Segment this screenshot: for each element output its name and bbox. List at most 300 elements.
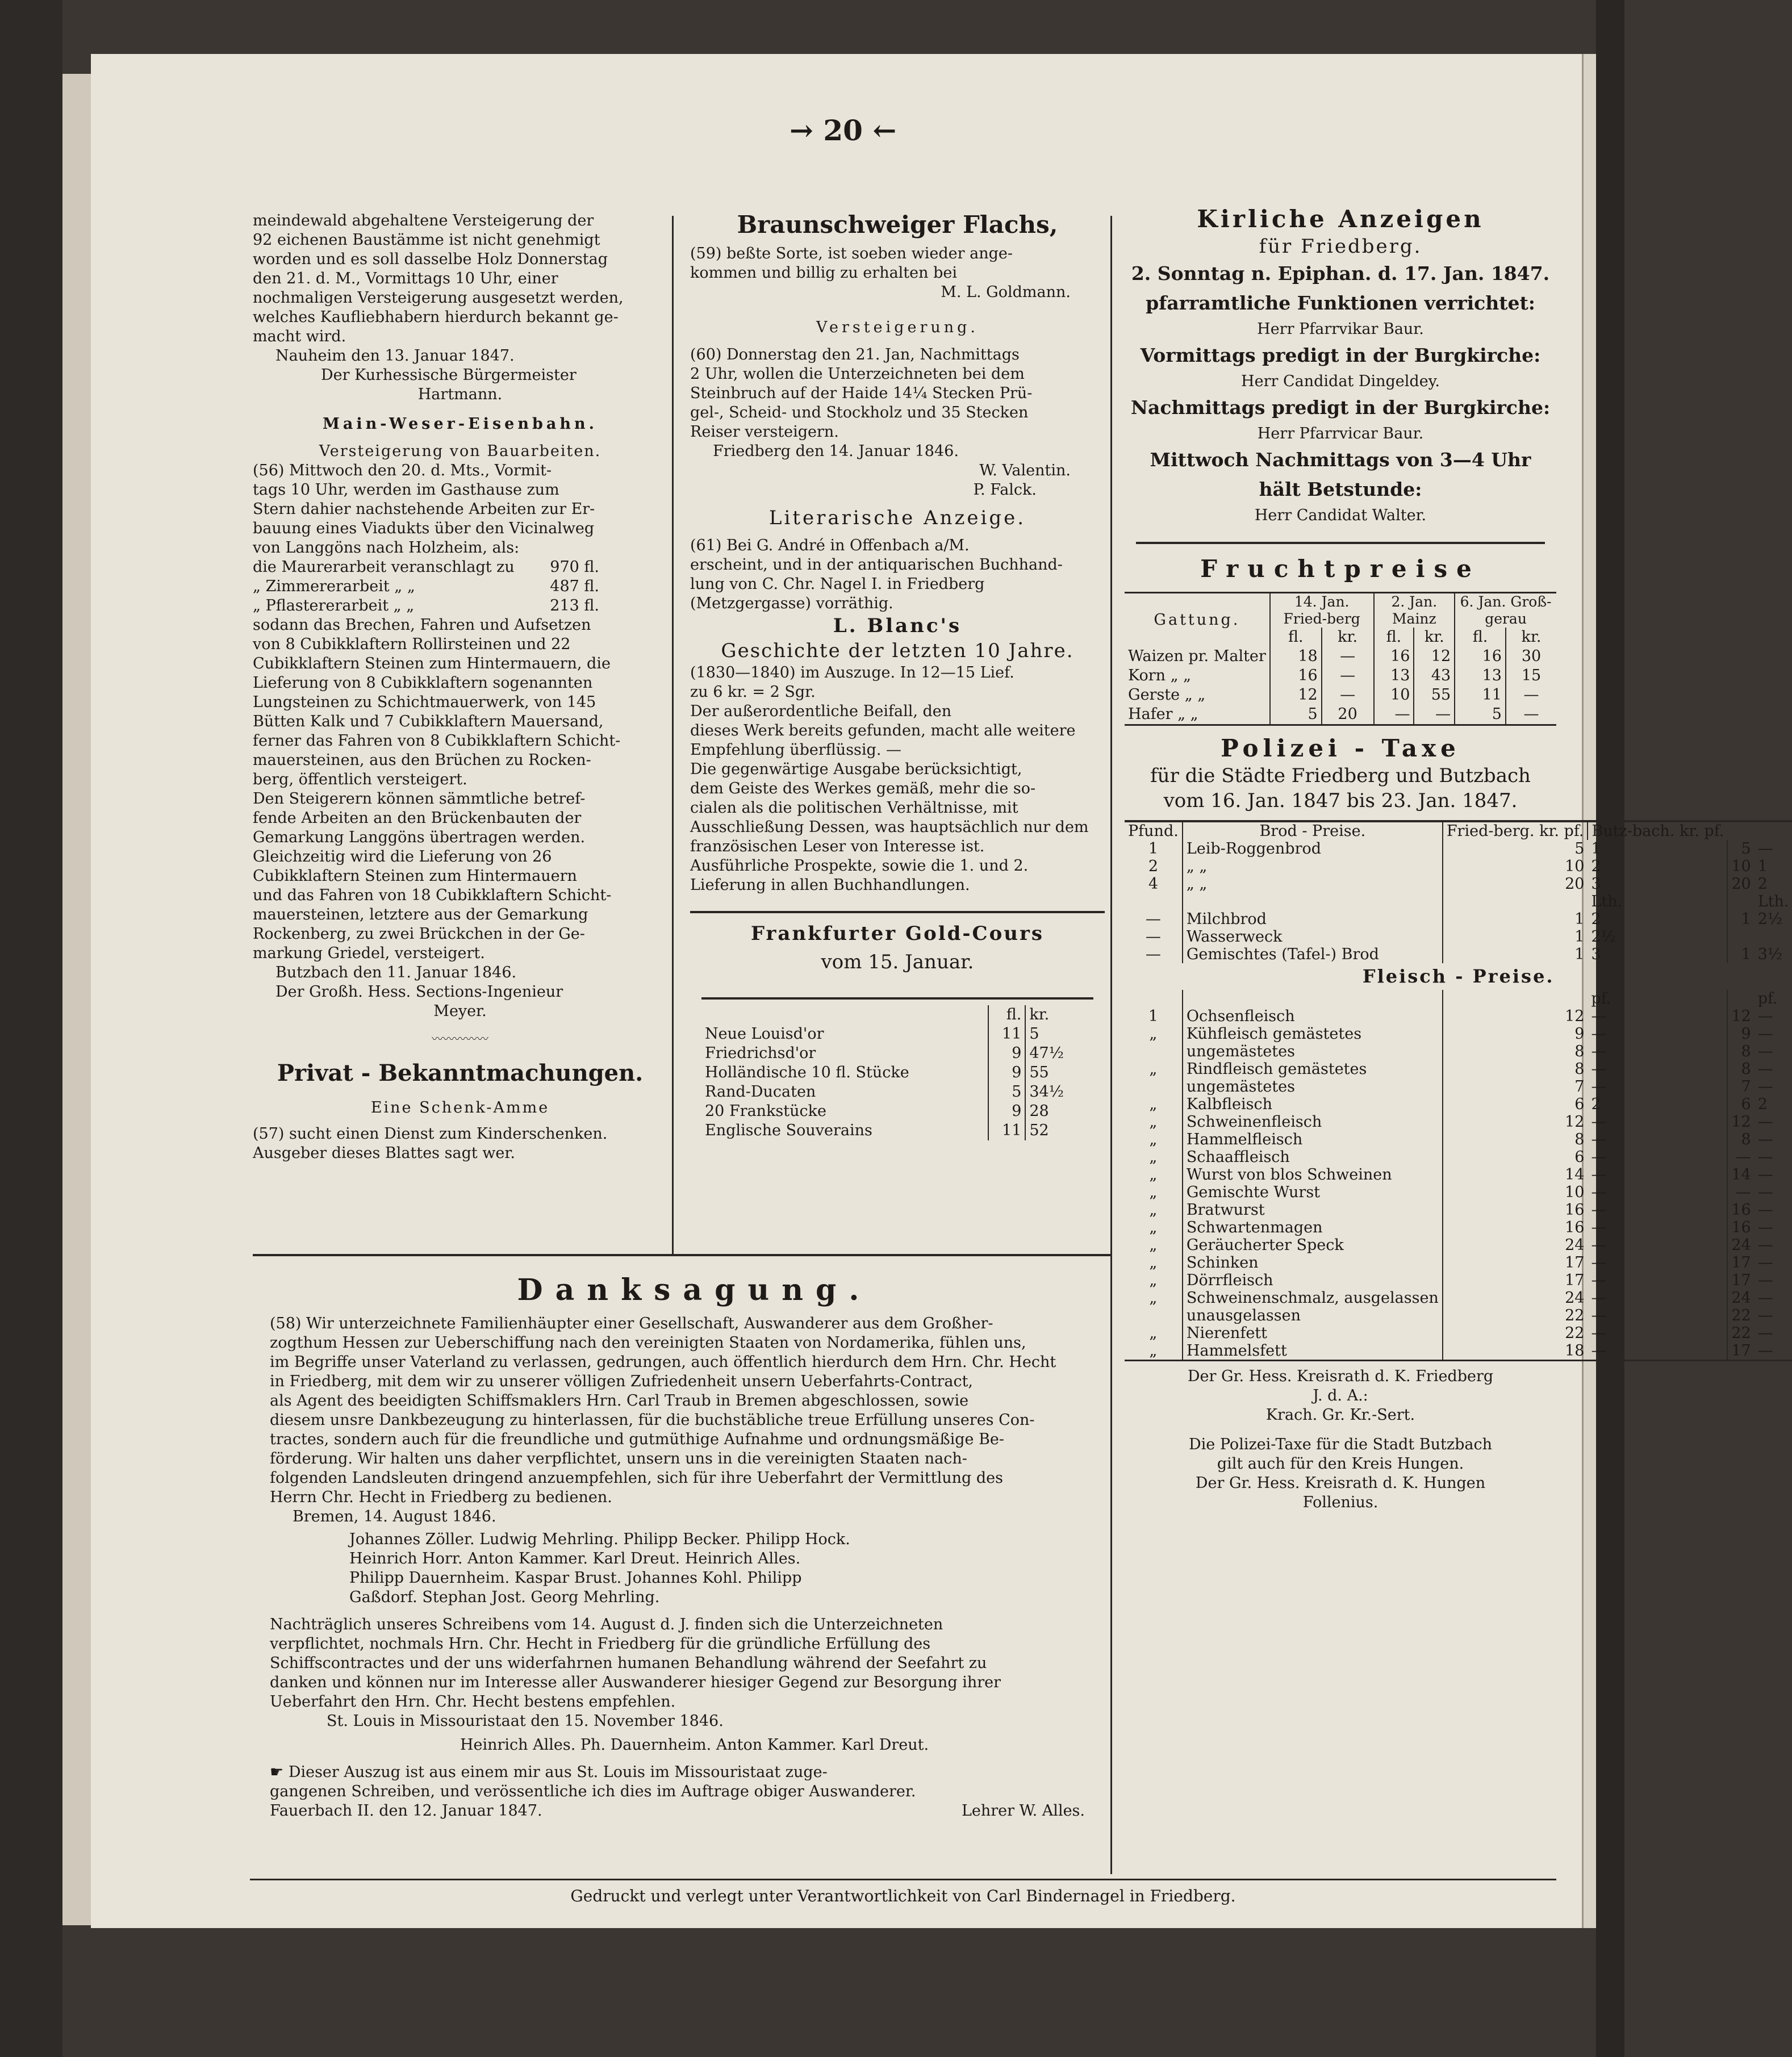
table-cell bbox=[1443, 893, 1588, 910]
table-cell: kr. bbox=[1025, 1005, 1082, 1025]
table-cell: 22 bbox=[1443, 1307, 1588, 1324]
text-line: fende Arbeiten an den Brückenbauten der bbox=[253, 809, 582, 827]
table-cell: „ bbox=[1149, 1289, 1158, 1307]
text-line: (56) Mittwoch den 20. d. Mts., Vormit- bbox=[253, 462, 552, 479]
text-line: dem Geiste des Werkes gemäß, mehr die so- bbox=[690, 780, 1036, 797]
thanks-heading: Danksagung. bbox=[517, 1273, 872, 1307]
table-cell: fl. bbox=[988, 1005, 1026, 1025]
table-cell: — bbox=[1145, 928, 1161, 946]
table-cell: 14 bbox=[1443, 1166, 1588, 1184]
text-line: Der außerordentliche Beifall, den bbox=[690, 703, 952, 720]
section-subheading: Versteigerung von Bauarbeiten. bbox=[319, 442, 601, 460]
imprint: Gedruckt und verlegt unter Verantwortlichkeit von Carl Bindernagel in Friedberg. bbox=[570, 1887, 1236, 1905]
table-cell: — bbox=[1591, 1060, 1607, 1078]
section-heading: Main-Weser-Eisenbahn. bbox=[323, 415, 598, 433]
table-cell: Butz-bach. kr. pf. bbox=[1588, 821, 1727, 840]
table-row bbox=[1125, 858, 1792, 875]
table-row bbox=[1125, 1043, 1792, 1060]
text-line: den 21. d. M., Vormittags 10 Uhr, einer bbox=[253, 270, 558, 287]
table-cell: 16 bbox=[1727, 1219, 1754, 1236]
table-cell bbox=[1183, 893, 1443, 910]
table-cell: — bbox=[1757, 1025, 1773, 1043]
table-cell: — bbox=[1757, 1043, 1773, 1060]
auction-text bbox=[690, 345, 1105, 442]
table-cell: 12 bbox=[1443, 1007, 1588, 1025]
text-line: (60) Donnerstag den 21. Jan, Nachmittags bbox=[690, 346, 1020, 363]
table-cell: fl. bbox=[1270, 628, 1322, 647]
cost-row bbox=[253, 558, 667, 577]
table-cell: Rindfleisch gemästetes bbox=[1183, 1060, 1443, 1078]
table-cell: ungemästetes bbox=[1183, 1043, 1443, 1060]
dateline: Bremen, 14. August 1846. bbox=[293, 1508, 496, 1525]
table-cell: Waizen pr. Malter bbox=[1128, 647, 1266, 665]
table-cell: 55 bbox=[1025, 1063, 1082, 1082]
table-cell: 16 bbox=[1374, 647, 1414, 666]
table-row bbox=[1125, 946, 1792, 963]
rule bbox=[1136, 542, 1545, 544]
table-row bbox=[1125, 705, 1556, 725]
table-cell: 1 bbox=[1727, 910, 1754, 928]
text-line: (59) beßte Sorte, ist soeben wieder ange- bbox=[690, 245, 1013, 262]
church-subheading: für Friedberg. bbox=[1259, 235, 1422, 258]
table-cell: 9 bbox=[1443, 1025, 1588, 1043]
text-line: Ausgeber dieses Blattes sagt wer. bbox=[253, 1144, 515, 1162]
auction-text-2 bbox=[253, 616, 667, 963]
table-cell: — bbox=[1591, 1307, 1607, 1324]
text-line: Bütten Kalk und 7 Cubikklaftern Mauersand, bbox=[253, 713, 604, 730]
table-cell: „ bbox=[1149, 1219, 1158, 1236]
text-line: cialen als die politischen Verhältnisse, mit bbox=[690, 799, 1018, 817]
table-cell: „ bbox=[1149, 1236, 1158, 1254]
church-notices bbox=[1125, 259, 1556, 527]
text-line: Reiser versteigern. bbox=[690, 423, 839, 441]
table-cell: — bbox=[1591, 1219, 1607, 1236]
signature: P. Falck. bbox=[973, 481, 1037, 499]
amme-heading: Eine Schenk-Amme bbox=[370, 1099, 550, 1117]
table-row bbox=[1125, 1254, 1792, 1272]
thanks-section bbox=[270, 1272, 1119, 1821]
section-heading: Versteigerung. bbox=[816, 319, 979, 336]
table-cell: 5 bbox=[1455, 705, 1506, 725]
table-cell: — bbox=[1591, 1184, 1607, 1201]
auction-continuation bbox=[253, 211, 667, 346]
table-row bbox=[701, 1063, 1082, 1082]
dateline: St. Louis in Missouristaat den 15. November 1846. bbox=[327, 1712, 724, 1730]
text-line: erscheint, und in der antiquarischen Buchhand- bbox=[690, 556, 1063, 574]
table-cell: Gemischte Wurst bbox=[1183, 1184, 1443, 1201]
text-line: verpflichtet, nochmals Hrn. Chr. Hecht in Friedberg für die gründliche Erfüllung des bbox=[270, 1635, 931, 1653]
cost-label: die Maurerarbeit veranschlagt zu bbox=[253, 558, 515, 576]
table-cell: 20 Frankstücke bbox=[705, 1102, 826, 1120]
table-cell: — bbox=[1757, 1201, 1773, 1219]
table-cell: — bbox=[1591, 1078, 1607, 1096]
note-text: gangenen Schreiben, und verössentliche ich dies im Auftrage obiger Auswanderer. bbox=[270, 1783, 916, 1800]
table-row bbox=[1125, 1324, 1792, 1342]
pointing-hand-icon: ☛ bbox=[270, 1763, 284, 1781]
table-cell: „ bbox=[1149, 1342, 1158, 1360]
table-cell: kr. bbox=[1506, 628, 1556, 647]
signature-line: Krach. Gr. Kr.-Sert. bbox=[1265, 1406, 1415, 1424]
name-line: Philipp Dauernheim. Kaspar Brust. Johannes Kohl. Philipp bbox=[349, 1569, 802, 1587]
table-cell: 9 bbox=[988, 1044, 1026, 1063]
text-line: ferner das Fahren von 8 Cubikklaftern Schicht- bbox=[253, 732, 621, 750]
text-line: in Friedberg, mit dem wir zu unserer völligen Zufriedenheit unsern Ueberfahrts-Contract, bbox=[270, 1373, 974, 1390]
thanks-text bbox=[270, 1314, 1119, 1507]
dateline: Friedberg den 14. Januar 1846. bbox=[713, 442, 959, 460]
text-line: Schiffscontractes und der uns widerfahrnen humanen Behandlung während der Seefahrt zu bbox=[270, 1654, 987, 1672]
table-cell: 24 bbox=[1443, 1289, 1588, 1307]
police-signatures bbox=[1125, 1367, 1556, 1512]
table-cell: Kühfleisch gemästetes bbox=[1183, 1025, 1443, 1043]
table-cell: — bbox=[1591, 1166, 1607, 1184]
table-cell: — bbox=[1145, 946, 1161, 963]
table-cell: — bbox=[1145, 910, 1161, 928]
table-cell: unausgelassen bbox=[1183, 1307, 1443, 1324]
cost-value: 970 fl. bbox=[550, 558, 599, 576]
table-cell bbox=[1125, 990, 1183, 1007]
table-row bbox=[1125, 666, 1556, 685]
table-row bbox=[1125, 1307, 1792, 1324]
table-row bbox=[1125, 840, 1792, 858]
table-cell: 5 bbox=[988, 1082, 1026, 1102]
table-row bbox=[1125, 1219, 1792, 1236]
table-cell: 17 bbox=[1443, 1272, 1588, 1289]
table-cell: 24 bbox=[1727, 1236, 1754, 1254]
flachs-text bbox=[690, 244, 1105, 283]
table-cell: 13 bbox=[1374, 666, 1414, 685]
book-text bbox=[690, 663, 1105, 895]
table-cell: Neue Louisd'or bbox=[705, 1025, 824, 1043]
text-line: Gleichzeitig wird die Lieferung von 26 bbox=[253, 848, 552, 866]
table-cell: „ „ bbox=[1183, 875, 1443, 893]
table-cell: 47½ bbox=[1025, 1044, 1082, 1063]
table-cell bbox=[1727, 990, 1754, 1007]
table-cell: — bbox=[1757, 1166, 1773, 1184]
police-price-table bbox=[1125, 820, 1792, 1361]
table-cell: „ bbox=[1149, 1096, 1158, 1113]
text-line: französischen Leser von Interesse ist. bbox=[690, 838, 985, 855]
table-cell: — bbox=[1757, 1078, 1773, 1096]
table-cell: Leib-Roggenbrod bbox=[1183, 840, 1443, 858]
table-cell: — bbox=[1757, 1184, 1773, 1201]
table-row bbox=[1125, 1166, 1792, 1184]
text-line: folgenden Landsleuten dringend anzuempfehlen, sich für ihre Ueberfahrt der Vermittlung des bbox=[270, 1469, 1004, 1487]
table-cell: 24 bbox=[1727, 1289, 1754, 1307]
table-cell: pf. bbox=[1757, 990, 1778, 1007]
dank-top-rule bbox=[253, 1254, 1110, 1256]
table-cell: — bbox=[1757, 1219, 1773, 1236]
table-cell: Englische Souverains bbox=[705, 1122, 872, 1139]
table-cell: 3½ bbox=[1757, 946, 1783, 963]
text-line: Cubikklaftern Steinen zum Hintermauern, die bbox=[253, 655, 611, 672]
table-cell: — bbox=[1757, 1324, 1773, 1342]
table-cell: 18 bbox=[1443, 1342, 1588, 1361]
table-cell: Pfund. bbox=[1128, 822, 1179, 840]
table-cell: 1 bbox=[1443, 946, 1588, 963]
table-cell: 1 bbox=[1443, 910, 1588, 928]
notice-line: Nachmittags predigt in der Burgkirche: bbox=[1130, 396, 1551, 419]
table-cell: „ bbox=[1149, 1025, 1158, 1043]
table-cell: 22 bbox=[1727, 1307, 1754, 1324]
text-line: mauersteinen, aus den Brüchen zu Rocken- bbox=[253, 751, 591, 769]
police-sub: für die Städte Friedberg und Butzbach bbox=[1150, 764, 1531, 787]
table-cell: — bbox=[1757, 1342, 1773, 1360]
table-cell: — bbox=[1591, 1025, 1607, 1043]
text-line: zogthum Hessen zur Ueberschiffung nach den vereinigten Staaten von Nordamerika, fühlen uns, bbox=[270, 1334, 1026, 1352]
text-line: und das Fahren von 18 Cubikklaftern Schicht- bbox=[253, 887, 612, 904]
text-line: bauung eines Viadukts über den Vicinalweg bbox=[253, 520, 595, 537]
table-cell: 4 bbox=[1148, 875, 1158, 893]
page-stack bbox=[62, 74, 92, 1925]
text-line: Cubikklaftern Steinen zum Hintermauern bbox=[253, 867, 577, 885]
cost-label: „ Pflastererarbeit „ „ bbox=[253, 597, 415, 614]
table-cell: 17 bbox=[1443, 1254, 1588, 1272]
dateline: Butzbach den 11. Januar 1846. bbox=[275, 964, 517, 981]
cost-value: 487 fl. bbox=[550, 578, 599, 595]
text-line: diesem unsre Dankbezeugung zu hinterlassen, für die buchstäbliche treue Erfüllung unseres Con- bbox=[270, 1411, 1035, 1429]
cost-row bbox=[253, 577, 667, 596]
table-cell: 10 bbox=[1443, 858, 1588, 875]
table-cell: „ bbox=[1149, 1201, 1158, 1219]
table-cell: 20 bbox=[1727, 875, 1754, 893]
text-line: (Metzgergasse) vorräthig. bbox=[690, 595, 893, 612]
table-cell: 1 bbox=[1443, 928, 1588, 946]
signature: M. L. Goldmann. bbox=[941, 283, 1071, 301]
text-line: (61) Bei G. André in Offenbach a/M. bbox=[690, 537, 970, 554]
table-cell: Milchbrod bbox=[1183, 910, 1443, 928]
table-cell: „ bbox=[1149, 1166, 1158, 1184]
text-line: Nachträglich unseres Schreibens vom 14. August d. J. finden sich die Unterzeichneten bbox=[270, 1616, 943, 1633]
table-cell: — bbox=[1591, 1043, 1607, 1060]
literary-text bbox=[690, 536, 1105, 613]
cost-list bbox=[253, 558, 667, 616]
text-line: Die gegenwärtige Ausgabe berücksichtigt, bbox=[690, 760, 1022, 778]
table-cell: Holländische 10 fl. Stücke bbox=[705, 1064, 909, 1081]
text-line: berg, öffentlich versteigert. bbox=[253, 771, 467, 788]
column-left bbox=[253, 211, 667, 1163]
table-cell: 9 bbox=[988, 1063, 1026, 1082]
table-cell: 20 bbox=[1443, 875, 1588, 893]
table-cell: 2½ bbox=[1591, 928, 1616, 946]
table-cell: 18 bbox=[1270, 647, 1322, 666]
table-cell: ungemästetes bbox=[1183, 1078, 1443, 1096]
table-cell: 12 bbox=[1443, 1113, 1588, 1131]
table-cell: „ bbox=[1149, 1254, 1158, 1272]
table-cell: Gemischtes (Tafel-) Brod bbox=[1183, 946, 1443, 963]
table-cell: fl. bbox=[1455, 628, 1506, 647]
table-cell: — bbox=[1591, 1201, 1607, 1219]
table-row bbox=[701, 1082, 1082, 1102]
page-number: → 20 ← bbox=[790, 114, 897, 147]
text-line: 92 eichenen Baustämme ist nicht genehmigt bbox=[253, 231, 600, 249]
table-cell: „ bbox=[1149, 1184, 1158, 1201]
binding-edge bbox=[0, 0, 62, 2057]
signatories: Heinrich Alles. Ph. Dauernheim. Anton Kammer. Karl Dreut. bbox=[460, 1736, 929, 1754]
signature: Der Kurhessische Bürgermeister bbox=[321, 366, 577, 384]
table-cell: 6 bbox=[1443, 1148, 1588, 1166]
table-cell: 12 bbox=[1727, 1007, 1754, 1025]
table-cell bbox=[1125, 893, 1183, 910]
table-cell: Fried-berg. kr. pf. bbox=[1443, 821, 1588, 840]
name-line: Johannes Zöller. Ludwig Mehrling. Philipp Becker. Philipp Hock. bbox=[349, 1531, 850, 1548]
table-cell: 3 bbox=[1591, 946, 1601, 963]
table-cell: 11 bbox=[988, 1025, 1026, 1044]
book-author: L. Blanc's bbox=[833, 614, 962, 637]
table-cell: 6 bbox=[1443, 1096, 1588, 1113]
text-line: von Langgöns nach Holzheim, als: bbox=[253, 539, 520, 557]
note-sign: Fauerbach II. den 12. Januar 1847. Lehrer W. Alles. bbox=[270, 1802, 1085, 1820]
table-cell: 2½ bbox=[1757, 910, 1783, 928]
table-cell: — bbox=[1506, 705, 1556, 725]
signature-line: Follenius. bbox=[1302, 1494, 1379, 1511]
table-cell: Schwartenmagen bbox=[1183, 1219, 1443, 1236]
table-cell: — bbox=[1591, 1272, 1607, 1289]
table-cell: 52 bbox=[1025, 1121, 1082, 1140]
table-row bbox=[1125, 1148, 1792, 1166]
table-cell bbox=[701, 1005, 988, 1025]
table-cell: Bratwurst bbox=[1183, 1201, 1443, 1219]
text-line: Rockenberg, zu zwei Brückchen in der Ge- bbox=[253, 925, 585, 943]
table-cell: 28 bbox=[1025, 1102, 1082, 1121]
table-cell: „ bbox=[1149, 1060, 1158, 1078]
table-cell: 6 bbox=[1727, 1096, 1754, 1113]
table-cell: kr. bbox=[1322, 628, 1374, 647]
text-line: meindewald abgehaltene Versteigerung der bbox=[253, 212, 594, 229]
table-cell: 5 bbox=[1270, 705, 1322, 725]
table-cell: Lth. bbox=[1757, 893, 1789, 910]
table-header bbox=[1125, 593, 1556, 628]
gold-table bbox=[701, 1005, 1082, 1140]
notice-line: pfarramtliche Funktionen verrichtet: bbox=[1146, 292, 1535, 314]
notice-name: Herr Candidat Walter. bbox=[1254, 507, 1427, 524]
signature: Der Großh. Hess. Sections-Ingenieur bbox=[275, 983, 563, 1001]
text-line: Gemarkung Langgöns übertragen werden. bbox=[253, 829, 586, 846]
text-line: zu 6 kr. = 2 Sgr. bbox=[690, 683, 816, 701]
text-line: macht wird. bbox=[253, 328, 346, 345]
signature: W. Valentin. bbox=[979, 462, 1071, 479]
signature-line: Der Gr. Hess. Kreisrath d. K. Friedberg bbox=[1187, 1368, 1494, 1385]
text-line: Ueberfahrt den Hrn. Chr. Hecht bestens empfehlen. bbox=[270, 1693, 676, 1711]
table-cell: — bbox=[1591, 1324, 1607, 1342]
table-cell: 11 bbox=[1455, 685, 1506, 705]
table-cell: Schweinenschmalz, ausgelassen bbox=[1183, 1289, 1443, 1307]
table-row bbox=[1125, 1007, 1792, 1025]
table-header-cell: Gattung. bbox=[1154, 611, 1240, 629]
table-cell: Ochsenfleisch bbox=[1183, 1007, 1443, 1025]
table-cell: — bbox=[1322, 647, 1374, 666]
table-cell: — bbox=[1591, 1254, 1607, 1272]
table-cell: 5 bbox=[1025, 1025, 1082, 1044]
text-line: kommen und billig zu erhalten bei bbox=[690, 264, 958, 282]
table-cell: Kalbfleisch bbox=[1183, 1096, 1443, 1113]
table-cell: fl. bbox=[1374, 628, 1414, 647]
table-row bbox=[1125, 1096, 1792, 1113]
table-cell: — bbox=[1506, 685, 1556, 705]
table-cell: — bbox=[1322, 685, 1374, 705]
table-cell: — bbox=[1591, 1236, 1607, 1254]
grain-price-table bbox=[1125, 592, 1556, 726]
table-cell: — bbox=[1322, 666, 1374, 685]
text-line: im Begriffe unser Vaterland zu verlassen, gedrungen, auch öffentlich hierdurch dem Hrn. Chr. Hecht bbox=[270, 1353, 1056, 1371]
table-cell: Nierenfett bbox=[1183, 1324, 1443, 1342]
table-cell: Friedrichsd'or bbox=[705, 1044, 816, 1062]
table-row bbox=[1125, 1236, 1792, 1254]
table-cell: „ bbox=[1149, 1148, 1158, 1166]
table-cell: — bbox=[1757, 1254, 1773, 1272]
table-cell: 15 bbox=[1506, 666, 1556, 685]
grain-heading: Fruchtpreise bbox=[1200, 555, 1481, 583]
table-header bbox=[1125, 821, 1792, 840]
table-cell: — bbox=[1757, 1148, 1773, 1166]
table-cell: 8 bbox=[1443, 1131, 1588, 1148]
table-cell: 22 bbox=[1727, 1324, 1754, 1342]
table-cell bbox=[1755, 928, 1792, 946]
text-line: (1830—1840) im Auszuge. In 12—15 Lief. bbox=[690, 664, 1014, 682]
signature-line: Die Polizei-Taxe für die Stadt Butzbach bbox=[1189, 1436, 1492, 1453]
table-row bbox=[1125, 1025, 1792, 1043]
table-cell: 9 bbox=[1727, 1025, 1754, 1043]
table-cell: — bbox=[1591, 1289, 1607, 1307]
gold-heading: Frankfurter Gold-Cours bbox=[750, 922, 1045, 945]
section-heading: Literarische Anzeige. bbox=[768, 507, 1026, 529]
church-heading: Kirliche Anzeigen bbox=[1197, 205, 1484, 233]
table-cell: 1 bbox=[1148, 840, 1158, 858]
table-cell: 1 bbox=[1591, 840, 1601, 858]
notice-name: Herr Pfarrvicar Baur. bbox=[1257, 425, 1424, 442]
table-cell: — bbox=[1757, 1113, 1773, 1131]
table-cell bbox=[1727, 893, 1754, 910]
table-cell: 8 bbox=[1443, 1060, 1588, 1078]
name-line: Gaßdorf. Stephan Jost. Georg Mehrling. bbox=[349, 1588, 660, 1606]
text-line: lung von C. Chr. Nagel I. in Friedberg bbox=[690, 575, 985, 593]
table-cell: 8 bbox=[1727, 1060, 1754, 1078]
table-cell: 16 bbox=[1455, 647, 1506, 666]
text-line: gel-, Scheid- und Stockholz und 35 Stecken bbox=[690, 404, 1029, 421]
table-row bbox=[701, 1121, 1082, 1140]
signatories bbox=[270, 1530, 1119, 1607]
table-cell: „ bbox=[1149, 1131, 1158, 1148]
flachs-heading: Braunschweiger Flachs, bbox=[737, 211, 1058, 239]
table-cell: — bbox=[1757, 1236, 1773, 1254]
table-cell: Schaaffleisch bbox=[1183, 1148, 1443, 1166]
column-rule bbox=[672, 216, 674, 1255]
table-row bbox=[1125, 1342, 1792, 1361]
table-cell: — bbox=[1374, 705, 1414, 725]
signature-line: J. d. A.: bbox=[1313, 1387, 1368, 1404]
table-cell: 17 bbox=[1727, 1272, 1754, 1289]
table-cell: — bbox=[1757, 1272, 1773, 1289]
subheading-row bbox=[1125, 963, 1792, 990]
name-line: Heinrich Horr. Anton Kammer. Karl Dreut. Heinrich Alles. bbox=[349, 1550, 801, 1567]
table-row bbox=[701, 1025, 1082, 1044]
book-title: Geschichte der letzten 10 Jahre. bbox=[721, 639, 1074, 662]
rule bbox=[690, 911, 1105, 913]
table-cell: Hammelfleisch bbox=[1183, 1131, 1443, 1148]
notice-line: hält Betstunde: bbox=[1259, 478, 1422, 500]
table-row bbox=[1125, 1113, 1792, 1131]
text-line: als Agent des beeidigten Schiffsmaklers Hrn. Carl Traub in Bremen abgeschlossen, sowie bbox=[270, 1392, 969, 1410]
table-cell: Geräucherter Speck bbox=[1183, 1236, 1443, 1254]
table-cell: Brod - Preise. bbox=[1183, 821, 1443, 840]
table-cell: Gerste „ „ bbox=[1128, 686, 1206, 704]
table-cell: 5 bbox=[1727, 840, 1754, 858]
dateline: Nauheim den 13. Januar 1847. bbox=[275, 347, 515, 365]
table-row bbox=[1125, 893, 1792, 910]
signature-line: gilt auch für den Kreis Hungen. bbox=[1217, 1455, 1464, 1473]
table-cell: — bbox=[1757, 840, 1773, 858]
table-cell: — bbox=[1757, 1131, 1773, 1148]
text-line: worden und es soll dasselbe Holz Donnerstag bbox=[253, 250, 608, 268]
